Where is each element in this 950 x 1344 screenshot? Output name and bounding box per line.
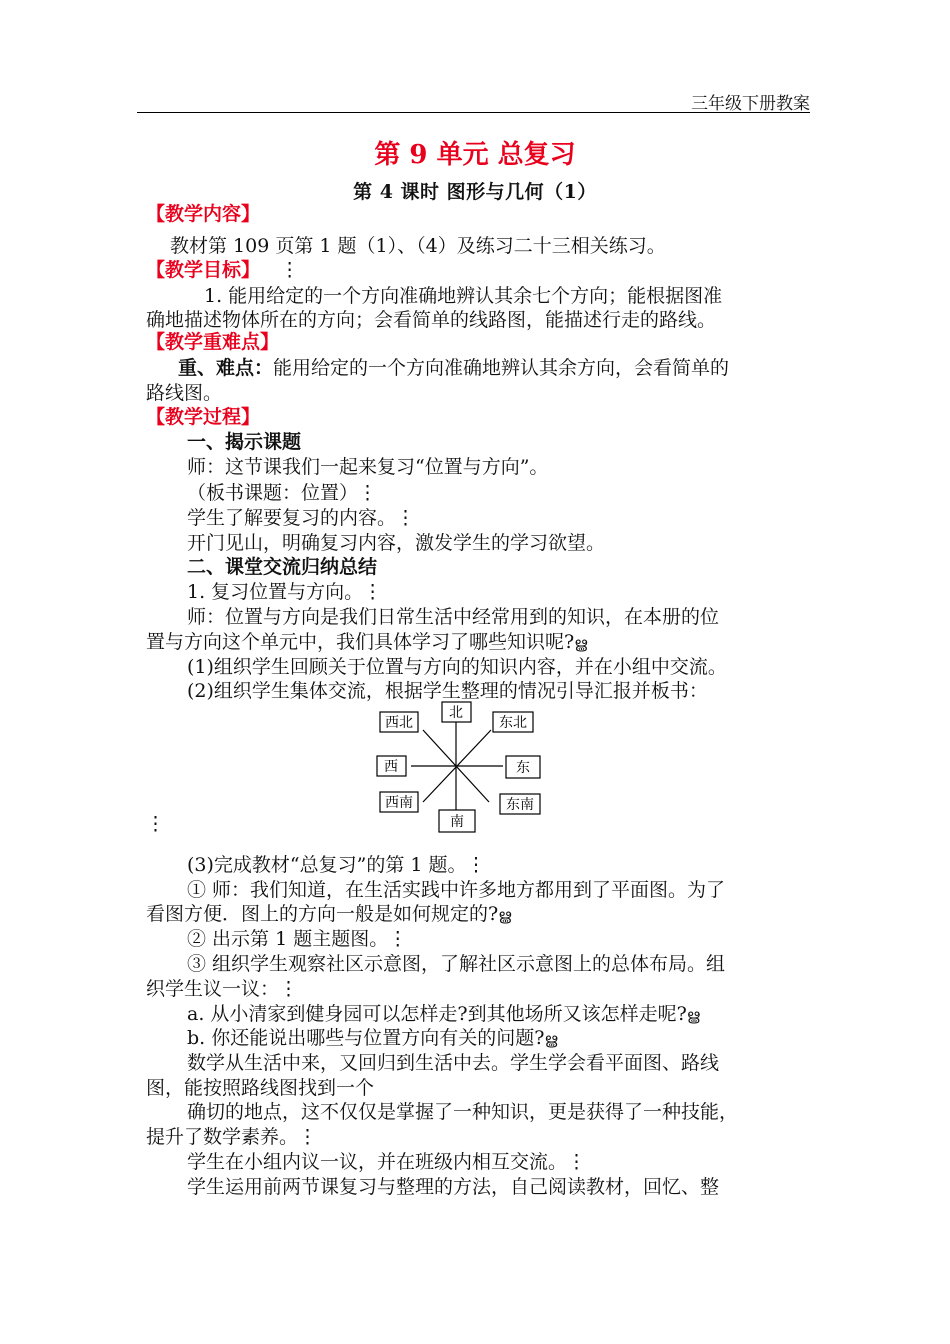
step2-p3: (1)组织学生回顾关于位置与方向的知识内容，并在小组中交流。 [187,656,727,678]
step2-p1: 1. 复习位置与方向。⋮ [187,581,383,603]
key-line-1 [178,356,729,380]
step2-p2b-line [146,630,587,655]
step2-p8a: ③ 组织学生观察社区示意图，了解社区示意图上的总体布局。组 [187,953,726,975]
step2-p14: 学生运用前两节课复习与整理的方法，自己阅读教材，回忆、整 [187,1176,720,1198]
step2-p12a: 确切的地点，这不仅仅是掌握了一种知识，更是获得了一种技能， [187,1101,739,1123]
label-east: 东 [516,760,530,776]
step1-title: 一、揭示课题 [187,431,302,453]
key-line-2: 路线图。 [146,382,223,404]
label-north: 北 [449,705,463,721]
step2-title: 二、课堂交流归纳总结 [187,556,378,578]
section-content-heading: 【教学内容】 [146,203,261,225]
section-goal-heading: 【教学目标】 [146,259,261,281]
label-west: 西 [384,759,398,775]
label-southwest: 西南 [385,795,413,811]
step2-p7: ② 出示第 1 题主题图。⋮ [187,928,408,950]
goal-line-1: 1. 能用给定的一个方向准确地辨认其余七个方向；能根据图准 [204,285,723,307]
label-south: 南 [450,814,464,830]
section-goal-heading-line [146,258,299,282]
step2-p2a: 师：位置与方向是我们日常生活中经常用到的知识，在本册的位 [187,606,720,628]
section-content-text: 教材第 109 页第 1 题（1）、（4）及练习二十三相关练习。 [170,235,666,257]
step2-p4: (2)组织学生集体交流，根据学生整理的情况引导汇报并板书： [187,680,708,702]
step2-p10-line [187,1026,557,1051]
step2-p11b: 图，能按照路线图找到一个 [146,1077,375,1099]
label-northwest: 西北 [385,715,413,731]
step2-p8b: 织学生议一议：⋮ [146,978,299,1000]
step2-p6b-line [146,902,511,927]
bookmark-glyph-icon: ൠ [498,906,512,924]
step1-p4: 开门见山，明确复习内容，激发学生的学习欲望。 [187,532,606,554]
step1-p2: （板书课题：位置）⋮ [187,482,378,504]
bookmark-glyph-icon: ൠ [686,1006,700,1024]
header-rule [137,112,810,113]
section-key-heading: 【教学重难点】 [146,331,280,353]
page-title: 第 9 单元 总复习 [374,140,576,170]
step2-p9-line [187,1002,700,1027]
label-northeast: 东北 [499,715,527,731]
step2-p11a: 数学从生活中来，又回归到生活中去。学生学会看平面图、路线 [187,1052,720,1074]
label-southeast: 东南 [506,797,534,813]
bookmark-glyph-icon: ൠ [574,634,588,652]
step2-p6a: ① 师：我们知道，在生活实践中许多地方都用到了平面图。为了 [187,879,726,901]
bookmark-glyph-icon: ൠ [544,1030,558,1048]
step2-p12b: 提升了数学素养。⋮ [146,1126,318,1148]
step1-p3: 学生了解要复习的内容。⋮ [187,507,416,529]
compass-diagram [375,698,545,836]
step1-p1: 师：这节课我们一起来复习“位置与方向”。 [187,456,549,478]
key-text: 能用给定的一个方向准确地辨认其余方向，会看简单的 [273,357,730,379]
step2-p13: 学生在小组内议一议，并在班级内相互交流。⋮ [187,1151,587,1173]
step2-p6b: 看图方便．图上的方向一般是如何规定的? [146,903,499,925]
page-subtitle: 第 4 课时 图形与几何（1） [353,181,597,203]
key-label: 重、难点： [178,357,274,379]
diagram-mark: ⋮ [146,813,165,835]
step2-p10: b. 你还能说出哪些与位置方向有关的问题? [187,1027,545,1049]
step2-p2b: 置与方向这个单元中，我们具体学习了哪些知识呢? [146,631,575,653]
goal-line-2: 确地描述物体所在的方向；会看简单的线路图，能描述行走的路线。 [146,309,717,331]
goal-mark: ⋮ [280,259,300,281]
step2-p9: a. 从小清家到健身园可以怎样走?到其他场所又该怎样走呢? [187,1003,687,1025]
section-process-heading: 【教学过程】 [146,406,261,428]
step2-p5: (3)完成教材“总复习”的第 1 题。⋮ [187,854,486,876]
header-text: 三年级下册教案 [691,94,810,114]
